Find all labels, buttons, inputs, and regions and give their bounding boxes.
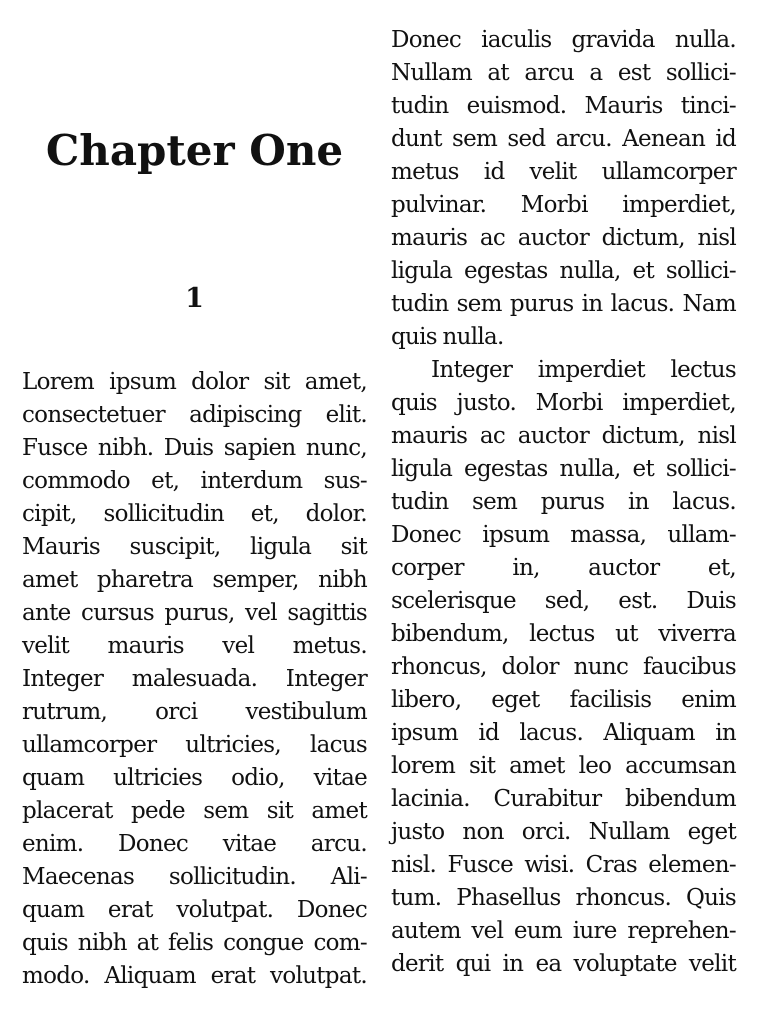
text-line: lacinia. Curabitur bibendum — [391, 786, 736, 812]
text-line: pulvinar. Morbi imperdiet, — [391, 192, 736, 218]
text-line: libero, eget facilisis enim — [391, 687, 736, 713]
text-line: mauris ac auctor dictum, nisl — [391, 225, 736, 251]
text-line: lorem sit amet leo accumsan — [391, 753, 736, 779]
text-line: Maecenas sollicitudin. Ali- — [22, 864, 367, 890]
text-line: tudin sem purus in lacus. — [391, 489, 736, 515]
text-line: velit mauris vel metus. — [22, 633, 367, 659]
text-line: justo non orci. Nullam eget — [391, 819, 736, 845]
text-line: mauris ac auctor dictum, nisl — [391, 423, 736, 449]
section-number: 1 — [185, 283, 204, 314]
text-line: bibendum, lectus ut viverra — [391, 621, 736, 647]
text-line: Donec ipsum massa, ullam- — [391, 522, 736, 548]
text-line: ipsum id lacus. Aliquam in — [391, 720, 736, 746]
text-line: tudin sem purus in lacus. Nam — [391, 291, 736, 317]
text-line: modo. Aliquam erat volutpat. — [22, 963, 367, 989]
text-line: autem vel eum iure reprehen- — [391, 918, 736, 944]
right-column-paragraph-2 — [391, 354, 736, 981]
text-line: amet pharetra semper, nibh — [22, 567, 367, 593]
left-column-text — [22, 366, 367, 993]
text-line: ligula egestas nulla, et sollici- — [391, 258, 736, 284]
left-column-paragraph — [22, 366, 367, 993]
text-line: scelerisque sed, est. Duis — [391, 588, 736, 614]
text-line: enim. Donec vitae arcu. — [22, 831, 367, 857]
text-line: consectetuer adipiscing elit. — [22, 402, 367, 428]
text-line: metus id velit ullamcorper — [391, 159, 736, 185]
text-line: Integer malesuada. Integer — [22, 666, 367, 692]
text-line: commodo et, interdum sus- — [22, 468, 367, 494]
text-line: quam ultricies odio, vitae — [22, 765, 367, 791]
text-line: cipit, sollicitudin et, dolor. — [22, 501, 367, 527]
text-line: quis nibh at felis congue com- — [22, 930, 367, 956]
text-line: tum. Phasellus rhoncus. Quis — [391, 885, 736, 911]
text-line: placerat pede sem sit amet — [22, 798, 367, 824]
text-line: rutrum, orci vestibulum — [22, 699, 367, 725]
text-line: ligula egestas nulla, et sollici- — [391, 456, 736, 482]
right-column-text — [391, 24, 736, 981]
text-line: dunt sem sed arcu. Aenean id — [391, 126, 736, 152]
right-column-paragraph-1 — [391, 24, 736, 354]
text-line: nisl. Fusce wisi. Cras elemen- — [391, 852, 736, 878]
text-line: tudin euismod. Mauris tinci- — [391, 93, 736, 119]
text-line: Donec iaculis gravida nulla. — [391, 27, 736, 53]
text-line: corper in, auctor et, — [391, 555, 736, 581]
text-line: quam erat volutpat. Donec — [22, 897, 367, 923]
text-line: Integer imperdiet lectus — [431, 357, 736, 383]
text-line: derit qui in ea voluptate velit — [391, 951, 736, 977]
chapter-title: Chapter One — [45, 126, 344, 175]
text-line: Mauris suscipit, ligula sit — [22, 534, 367, 560]
text-line: Lorem ipsum dolor sit amet, — [22, 369, 367, 395]
text-line: quis justo. Morbi imperdiet, — [391, 390, 736, 416]
text-line: Nullam at arcu a est sollici- — [391, 60, 736, 86]
text-line: quis nulla. — [391, 324, 504, 350]
text-line: ullamcorper ultricies, lacus — [22, 732, 367, 758]
text-line: Fusce nibh. Duis sapien nunc, — [22, 435, 367, 461]
text-line: ante cursus purus, vel sagittis — [22, 600, 367, 626]
text-line: rhoncus, dolor nunc faucibus — [391, 654, 736, 680]
